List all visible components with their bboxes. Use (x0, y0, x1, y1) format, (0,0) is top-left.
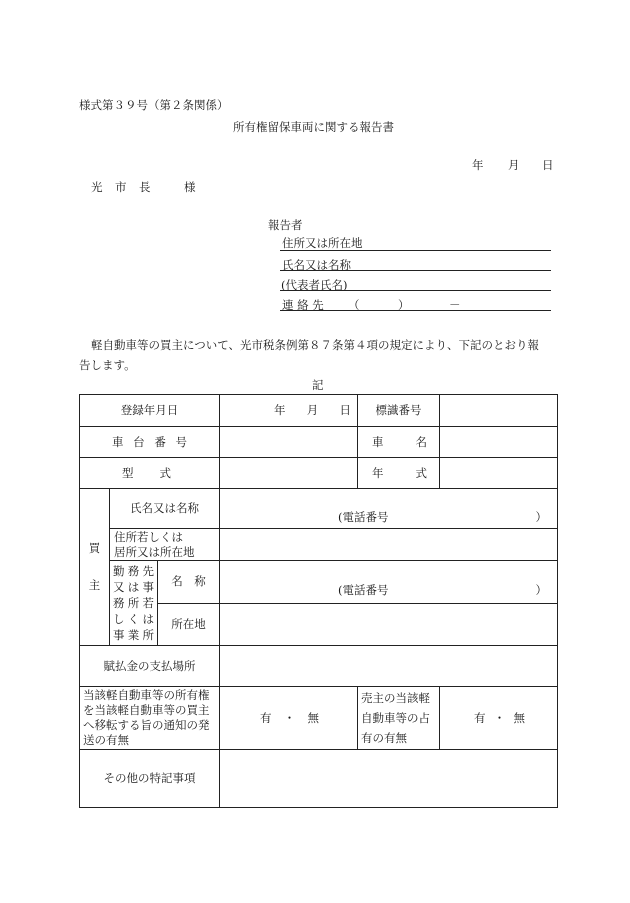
chassis-char-2: 台 (133, 434, 145, 449)
workplace-phone-close: ） (535, 583, 548, 598)
chassis-char-4: 号 (175, 434, 188, 449)
car-name-value[interactable] (440, 427, 558, 458)
workplace-line-2: 又は事 (113, 580, 154, 594)
ki-heading: 記 (312, 378, 324, 392)
model-year-char-2: 式 (415, 465, 428, 480)
seller-no[interactable]: 無 (513, 710, 526, 725)
workplace-name-label: 名 称 (158, 561, 220, 604)
reg-day-label: 日 (339, 403, 352, 417)
other-notes-value[interactable] (220, 750, 558, 808)
date-year-label: 年 (472, 158, 484, 172)
model-year-label (358, 458, 440, 489)
model-char-1: 型 (122, 465, 134, 480)
notice-line-4: 送の有無 (83, 733, 129, 747)
workplace-line-4: しくは (113, 612, 154, 626)
car-name-label (358, 427, 440, 458)
phone-open-paren: （ (348, 298, 360, 312)
phone-dash: － (449, 298, 461, 312)
reporter-representative-line[interactable] (280, 290, 551, 291)
date-month-label: 月 (508, 158, 520, 172)
ownership-notice-choice[interactable] (220, 687, 358, 750)
buyer-address-line2: 居所又は所在地 (114, 544, 195, 559)
reporter-heading: 報告者 (268, 218, 303, 232)
reg-month-label: 月 (306, 403, 319, 417)
form-number: 様式第３９号（第２条関係） (79, 98, 229, 112)
seller-line-1: 売主の当該軽 (361, 691, 431, 705)
workplace-line-5: 事業所 (113, 628, 154, 642)
workplace-line-1: 勤務先 (113, 564, 154, 578)
reporter-name-label: 氏名又は名称 (282, 258, 351, 272)
report-table (79, 394, 558, 808)
addressee-honorific: 様 (184, 180, 196, 194)
reporter-contact-line[interactable] (280, 310, 551, 311)
notice-line-2: を当該軽自動車等の買主 (83, 703, 210, 717)
notice-line-3: へ移転する旨の通知の発 (83, 718, 210, 732)
seller-yes[interactable]: 有 (474, 710, 486, 725)
seller-line-2: 自動車等の占 (361, 711, 431, 725)
notice-dot: ・ (283, 710, 296, 725)
chassis-no-label (80, 427, 220, 458)
reporter-contact-label: 連 絡 先 (282, 298, 324, 312)
buyer-address-label (110, 529, 220, 561)
car-name-char-1: 車 (372, 434, 384, 449)
addressee-char-1: 光 (91, 180, 103, 194)
seller-possession-choice[interactable] (440, 687, 558, 750)
buyer-name-value[interactable] (220, 489, 558, 529)
chassis-no-value[interactable] (220, 427, 358, 458)
buyer-address-line1: 住所若しくは (114, 529, 183, 544)
reg-date-value[interactable] (220, 395, 358, 427)
seller-line-3: 有の有無 (361, 731, 408, 745)
document-title: 所有権留保車両に関する報告書 (233, 120, 394, 134)
reporter-representative-label: (代表者氏名) (281, 278, 348, 292)
reg-year-label: 年 (274, 403, 286, 417)
date-day-label: 日 (542, 158, 554, 172)
model-value[interactable] (220, 458, 358, 489)
notice-line-1: 当該軽自動車等の所有権 (83, 688, 210, 702)
notice-no[interactable]: 無 (307, 710, 320, 725)
model-year-value[interactable] (440, 458, 558, 489)
buyer-char-2: 主 (88, 578, 101, 592)
model-char-2: 式 (159, 465, 172, 480)
workplace-label (110, 561, 158, 646)
plate-no-label: 標識番号 (358, 395, 440, 427)
reporter-address-line[interactable] (280, 250, 551, 251)
workplace-name-value[interactable] (220, 561, 558, 604)
buyer-phone-label: (電話番号 (338, 510, 389, 524)
buyer-char-1: 買 (88, 541, 101, 555)
phone-close-paren: ） (398, 298, 410, 312)
buyer-name-label: 氏名又は名称 (110, 489, 220, 529)
chassis-char-3: 番 (154, 434, 166, 449)
plate-no-value[interactable] (440, 395, 558, 427)
payment-place-value[interactable] (220, 646, 558, 687)
model-year-char-1: 年 (372, 465, 384, 480)
seller-dot: ・ (493, 710, 506, 725)
addressee-char-2: 市 (115, 180, 127, 194)
buyer-phone-close: ） (535, 510, 548, 524)
workplace-location-value[interactable] (220, 603, 558, 646)
workplace-phone-label: (電話番号 (338, 583, 389, 598)
workplace-location-label: 所在地 (158, 603, 220, 646)
other-notes-label: その他の特記事項 (80, 750, 220, 808)
seller-possession-label (358, 687, 440, 750)
body-text-line2: 告します。 (79, 358, 136, 372)
reporter-name-line[interactable] (280, 270, 551, 271)
buyer-label (80, 489, 110, 646)
reg-date-label: 登録年月日 (80, 395, 220, 427)
ownership-notice-label (80, 687, 220, 750)
reporter-address-label: 住所又は所在地 (282, 236, 363, 250)
notice-yes[interactable]: 有 (260, 710, 272, 725)
body-text-line1: 軽自動車等の買主について、光市税条例第８７条第４項の規定により、下記のとおり報 (91, 338, 540, 352)
payment-place-label: 賦払金の支払場所 (80, 646, 220, 687)
buyer-address-value[interactable] (220, 529, 558, 561)
workplace-line-3: 務所若 (113, 596, 154, 610)
addressee-char-3: 長 (139, 180, 151, 194)
chassis-char-1: 車 (112, 434, 124, 449)
model-label (80, 458, 220, 489)
car-name-char-2: 名 (415, 434, 428, 449)
